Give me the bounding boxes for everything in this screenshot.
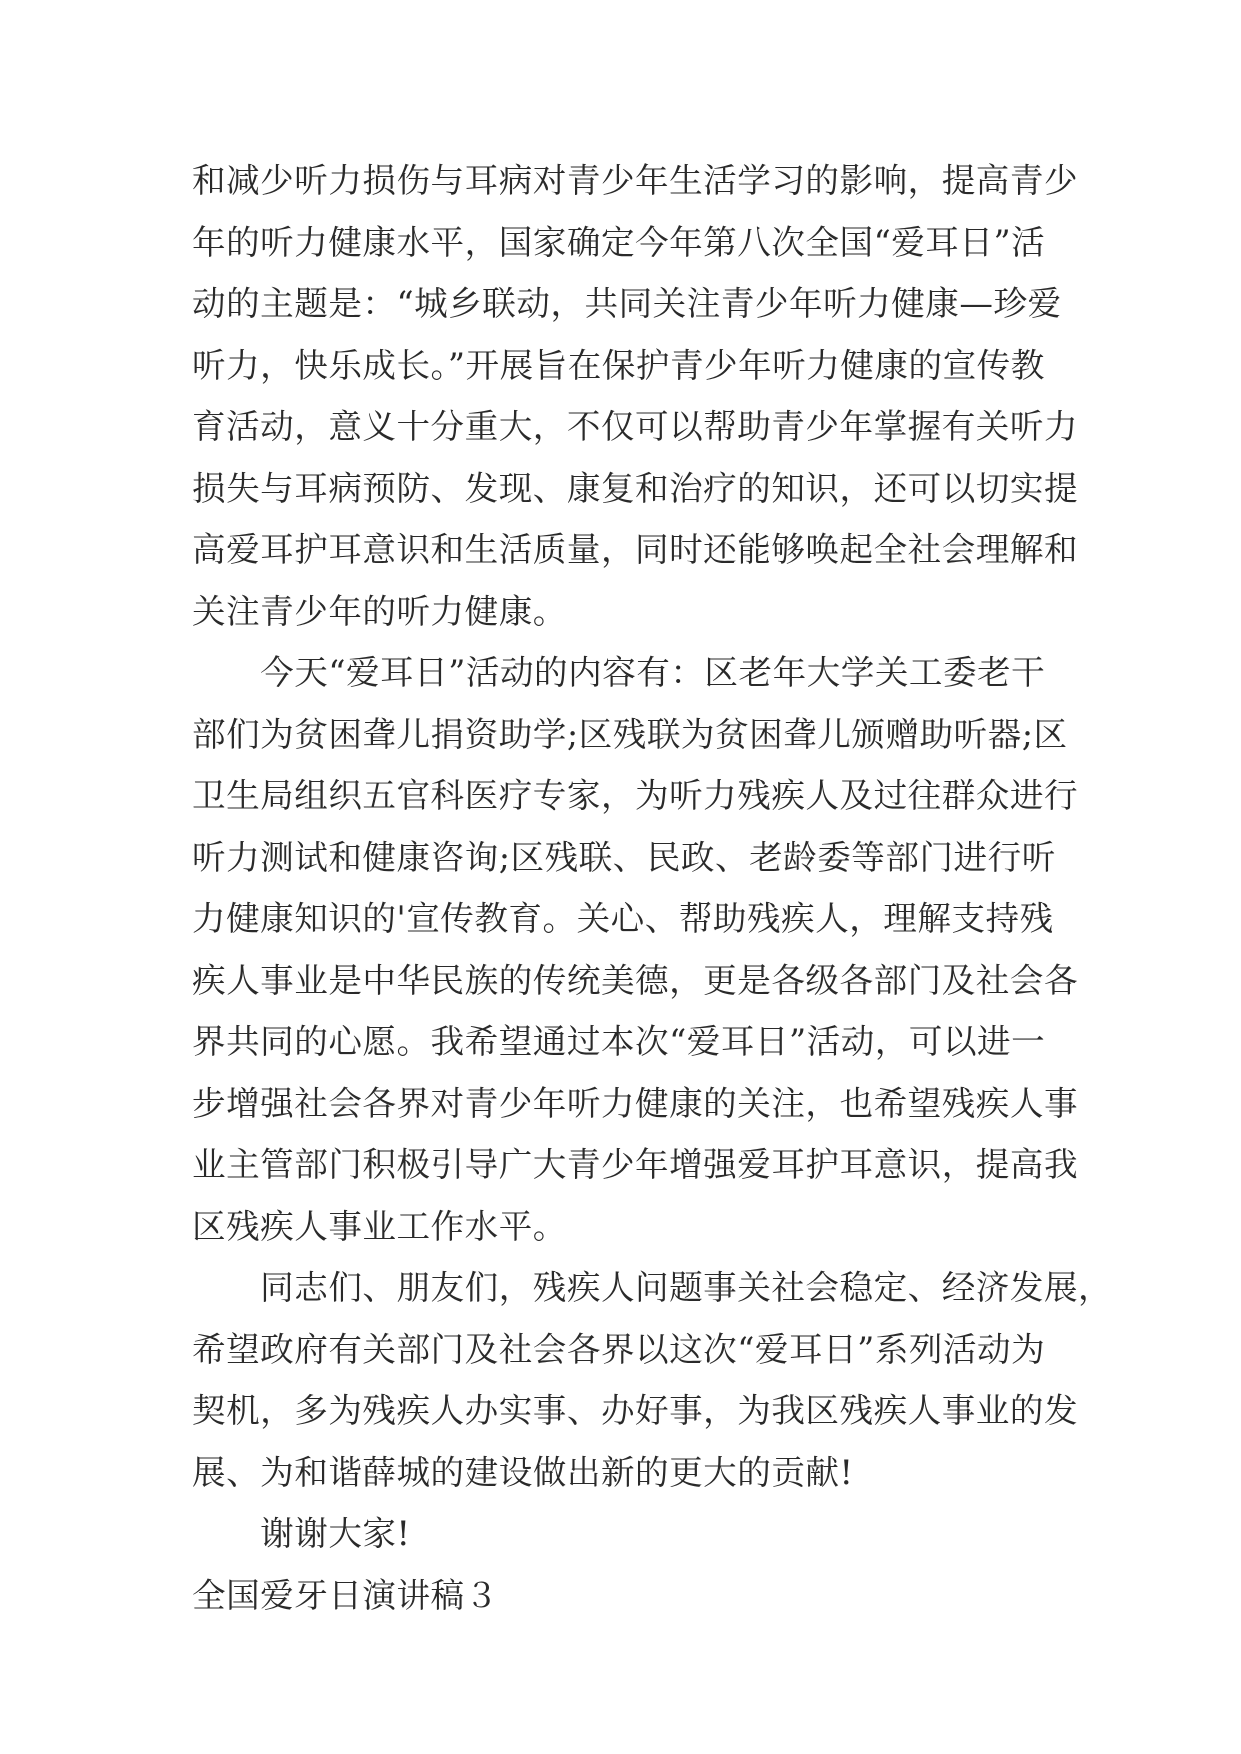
text-line: 关注青少年的听力健康。: [192, 591, 567, 631]
text-line: 希望政府有关部门及社会各界以这次“爱耳日”系列活动为: [192, 1329, 1046, 1369]
text-line: 力健康知识的'宣传教育。关心、帮助残疾人，理解支持残: [192, 899, 1054, 938]
text-line: 听力测试和健康咨询;区残联、民政、老龄委等部门进行听: [192, 837, 1056, 877]
text-line: 区残疾人事业工作水平。: [192, 1206, 567, 1246]
text-line: 听力，快乐成长。”开展旨在保护青少年听力健康的宣传教: [192, 345, 1045, 385]
text-line: 展、为和谐薛城的建设做出新的更大的贡献!: [192, 1452, 854, 1492]
text-line: 年的听力健康水平，国家确定今年第八次全国“爱耳日”活: [192, 222, 1046, 262]
text-line: 损失与耳病预防、发现、康复和治疗的知识，还可以切实提: [192, 468, 1079, 508]
section-heading: 全国爱牙日演讲稿３: [192, 1575, 499, 1615]
text-line: 今天“爱耳日”活动的内容有：区老年大学关工委老干: [192, 653, 1046, 692]
text-line: 卫生局组织五官科医疗专家，为听力残疾人及过往群众进行: [192, 776, 1079, 815]
text-line: 动的主题是：“城乡联动，共同关注青少年听力健康—珍爱: [192, 284, 1062, 323]
text-line: 同志们、朋友们，残疾人问题事关社会稳定、经济发展，: [192, 1268, 1113, 1307]
document-body: [192, 150, 1113, 1626]
text-line: 和减少听力损伤与耳病对青少年生活学习的影响，提高青少: [192, 161, 1079, 200]
text-line: 步增强社会各界对青少年听力健康的关注，也希望残疾人事: [192, 1083, 1079, 1123]
text-line: 谢谢大家!: [192, 1514, 411, 1553]
text-line: 业主管部门积极引导广大青少年增强爱耳护耳意识，提高我: [192, 1145, 1079, 1184]
text-line: 契机，多为残疾人办实事、办好事，为我区残疾人事业的发: [192, 1391, 1079, 1430]
text-line: 界共同的心愿。我希望通过本次“爱耳日”活动，可以进一: [192, 1022, 1046, 1061]
text-line: 育活动，意义十分重大，不仅可以帮助青少年掌握有关听力: [192, 407, 1079, 446]
text-line: 高爱耳护耳意识和生活质量，同时还能够唤起全社会理解和: [192, 530, 1079, 569]
text-line: 部们为贫困聋儿捐资助学;区残联为贫困聋儿颁赠助听器;区: [192, 714, 1068, 754]
text-line: 疾人事业是中华民族的传统美德，更是各级各部门及社会各: [192, 960, 1079, 1000]
